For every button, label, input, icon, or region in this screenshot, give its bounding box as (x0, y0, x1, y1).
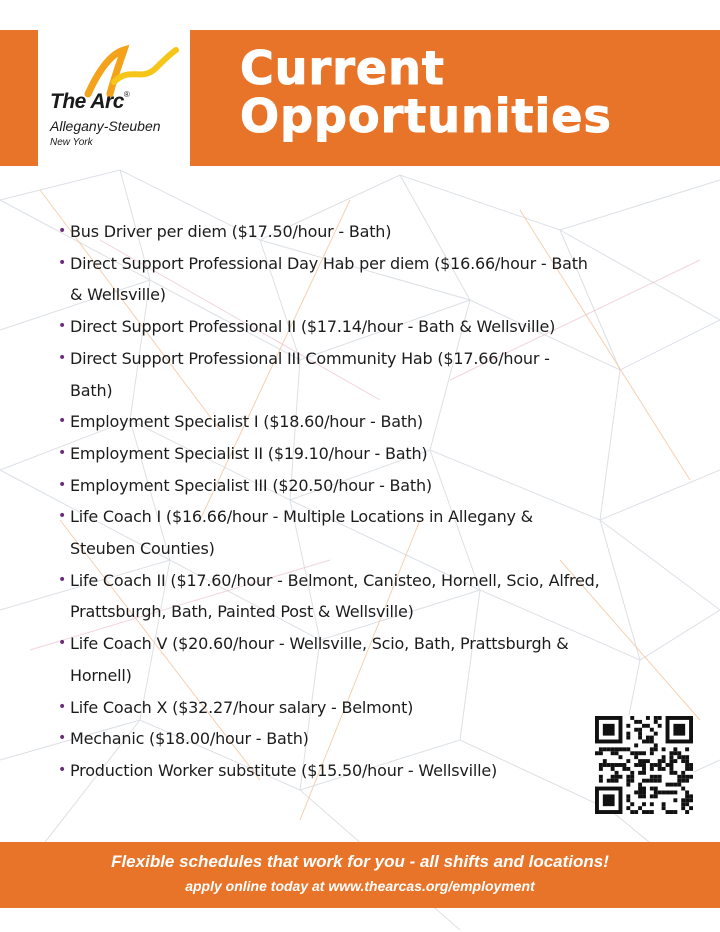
job-text: Life Coach V ($20.60/hour - Wellsville, Scio, Bath, Prattsburgh & (70, 634, 569, 654)
job-item (58, 501, 678, 564)
job-text: Direct Support Professional II ($17.14/hour - Bath & Wellsville) (70, 317, 556, 337)
job-text: Bath) (70, 380, 113, 400)
job-text: Direct Support Professional III Community Hab ($17.66/hour - (70, 348, 550, 368)
job-text: Employment Specialist III ($20.50/hour - Bath) (70, 475, 432, 495)
job-text: Production Worker substitute ($15.50/hour - Wellsville) (70, 760, 498, 780)
job-text: Mechanic ($18.00/hour - Bath) (70, 729, 309, 749)
job-list (58, 216, 678, 787)
job-item (58, 406, 678, 438)
bullet-icon: • (58, 635, 67, 652)
logo (38, 30, 190, 166)
job-item (58, 628, 678, 691)
job-item (58, 343, 678, 406)
bullet-icon: • (58, 730, 67, 747)
footer-band (0, 842, 720, 908)
logo-state: New York (50, 137, 93, 148)
job-item (58, 438, 678, 470)
job-text: Life Coach X ($32.27/hour salary - Belmont) (70, 697, 414, 717)
job-item (58, 692, 678, 724)
bullet-icon: • (58, 508, 67, 525)
job-text: Employment Specialist I ($18.60/hour - Bath) (70, 412, 423, 432)
title-line-1: Current (240, 41, 445, 95)
bullet-icon: • (58, 318, 67, 335)
job-text: Bus Driver per diem ($17.50/hour - Bath) (70, 222, 392, 241)
bullet-icon: • (58, 698, 67, 715)
job-item (58, 216, 678, 248)
bullet-icon: • (58, 476, 67, 493)
bullet-icon: • (58, 223, 67, 239)
job-item (58, 565, 678, 628)
qr-code-icon (595, 716, 693, 814)
bullet-icon: • (58, 571, 67, 588)
job-text: Steuben Counties) (70, 539, 215, 559)
job-text: Life Coach I ($16.66/hour - Multiple Locations in Allegany & (70, 507, 533, 527)
bullet-icon: • (58, 349, 67, 366)
title-line-2: Opportunities (240, 89, 612, 143)
footer-tagline: Flexible schedules that work for you - all shifts and locations! (111, 852, 609, 871)
page-title (240, 41, 612, 143)
bullet-icon: • (58, 444, 67, 461)
logo-org: Allegany-Steuben (50, 118, 161, 134)
job-text: Hornell) (70, 665, 132, 685)
job-item (58, 248, 678, 311)
job-item (58, 723, 678, 755)
bullet-icon: • (58, 254, 67, 271)
job-item (58, 470, 678, 502)
bullet-icon: • (58, 761, 67, 778)
job-text: Direct Support Professional Day Hab per diem ($16.66/hour - Bath (70, 253, 588, 273)
bullet-icon: • (58, 413, 67, 430)
job-text: Life Coach II ($17.60/hour - Belmont, Canisteo, Hornell, Scio, Alfred, (70, 570, 600, 590)
job-text: Prattsburgh, Bath, Painted Post & Wellsville) (70, 602, 414, 622)
job-text: & Wellsville) (70, 285, 166, 305)
job-item (58, 311, 678, 343)
job-text: Employment Specialist II ($19.10/hour - Bath) (70, 443, 428, 463)
logo-name: The Arc® (50, 90, 130, 113)
footer-apply-link[interactable]: apply online today at www.thearcas.org/employment (185, 878, 535, 894)
job-item (58, 755, 678, 787)
